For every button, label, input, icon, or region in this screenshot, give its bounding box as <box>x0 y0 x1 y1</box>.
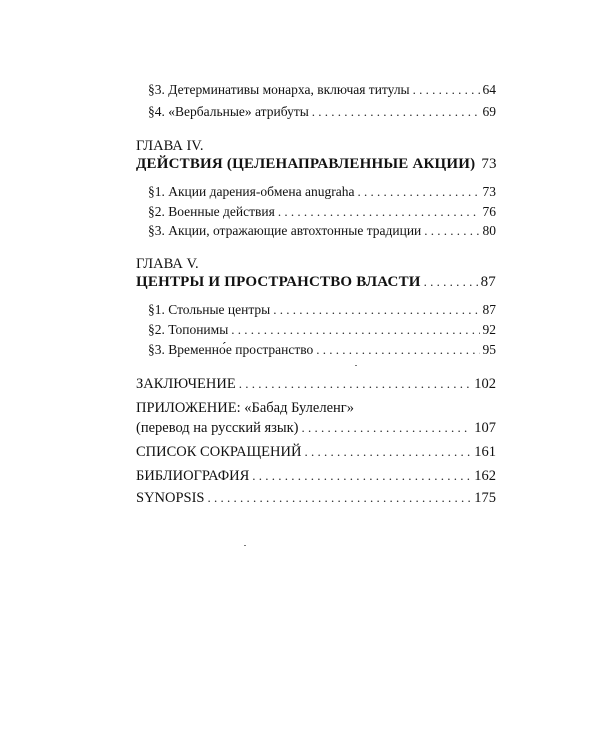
toc-entry-page: 92 <box>482 322 496 337</box>
toc-entry-appendix-line1[interactable]: ПРИЛОЖЕНИЕ: «Бабад Булеленг» <box>136 400 354 416</box>
toc-entry-page: 102 <box>474 376 496 392</box>
leader-dots <box>278 202 480 222</box>
toc-entry-title: §3. Акции, отражающие автохтонные традиции <box>148 223 422 238</box>
scan-speck <box>244 545 246 546</box>
toc-entry-title: §2. Военные действия <box>148 204 275 219</box>
toc-entry[interactable] <box>148 320 496 340</box>
toc-entry-title: (перевод на русский язык) <box>136 420 299 436</box>
toc-entry-synopsis[interactable] <box>136 488 496 508</box>
toc-entry-page: 175 <box>474 490 496 506</box>
chapter-entry[interactable] <box>136 272 496 292</box>
toc-entry-page: 107 <box>474 420 496 436</box>
toc-entry[interactable] <box>148 102 496 122</box>
toc-entry-title: §4. «Вербальные» атрибуты <box>148 104 309 119</box>
toc-entry-page: 95 <box>482 342 496 357</box>
chapter-title: ЦЕНТРЫ И ПРОСТРАНСТВО ВЛАСТИ <box>136 274 421 290</box>
toc-entry-title: §1. Стольные центры <box>148 302 271 317</box>
leader-dots <box>252 466 471 486</box>
leader-dots <box>357 182 479 202</box>
toc-entry-title: §3. Детерминативы монарха, включая титулы <box>148 82 410 97</box>
chapter-page: 87 <box>480 274 496 290</box>
leader-dots <box>302 418 472 438</box>
toc-entry-page: 87 <box>482 302 496 317</box>
chapter-title: ДЕЙСТВИЯ (ЦЕЛЕНАПРАВЛЕННЫЕ АКЦИИ) <box>136 156 476 172</box>
toc-entry-title: SYNOPSIS <box>136 490 205 506</box>
leader-dots <box>424 272 478 292</box>
toc-entry[interactable] <box>148 80 496 100</box>
toc-entry-conclusion[interactable] <box>136 374 496 394</box>
toc-entry-title: СПИСОК СОКРАЩЕНИЙ <box>136 444 302 460</box>
toc-entry-title: §2. Топонимы <box>148 322 229 337</box>
toc-entry[interactable] <box>148 221 496 241</box>
toc-entry[interactable] <box>148 202 496 222</box>
toc-entry[interactable] <box>148 340 496 360</box>
chapter-label: ГЛАВА V. <box>136 256 199 272</box>
toc-entry-page: 64 <box>482 82 496 97</box>
chapter-page: 73 <box>481 156 497 172</box>
leader-dots <box>304 442 471 462</box>
chapter-label: ГЛАВА IV. <box>136 138 204 154</box>
toc-entry-page: 69 <box>482 104 496 119</box>
toc-entry-appendix[interactable] <box>136 418 496 438</box>
leader-dots <box>413 80 480 100</box>
toc-entry-title: §3. Временно́е пространство <box>148 342 314 357</box>
toc-entry-page: 80 <box>482 223 496 238</box>
chapter-entry[interactable] <box>136 154 496 174</box>
leader-dots <box>208 488 472 508</box>
toc-entry-page: 76 <box>482 204 496 219</box>
toc-entry[interactable] <box>148 182 496 202</box>
toc-entry-bibliography[interactable] <box>136 466 496 486</box>
toc-entry-page: 73 <box>482 184 496 199</box>
toc-entry-title: §1. Акции дарения-обмена anugraha <box>148 184 355 199</box>
toc-entry-abbreviations[interactable] <box>136 442 496 462</box>
scan-speck <box>355 365 357 366</box>
toc-entry[interactable] <box>148 300 496 320</box>
leader-dots <box>231 320 479 340</box>
toc-entry-title: БИБЛИОГРАФИЯ <box>136 468 250 484</box>
leader-dots <box>316 340 479 360</box>
leader-dots <box>273 300 479 320</box>
toc-entry-title: ЗАКЛЮЧЕНИЕ <box>136 376 236 392</box>
leader-dots <box>239 374 472 394</box>
leader-dots <box>312 102 480 122</box>
toc-entry-page: 161 <box>474 444 496 460</box>
toc-entry-page: 162 <box>474 468 496 484</box>
leader-dots <box>424 221 479 241</box>
